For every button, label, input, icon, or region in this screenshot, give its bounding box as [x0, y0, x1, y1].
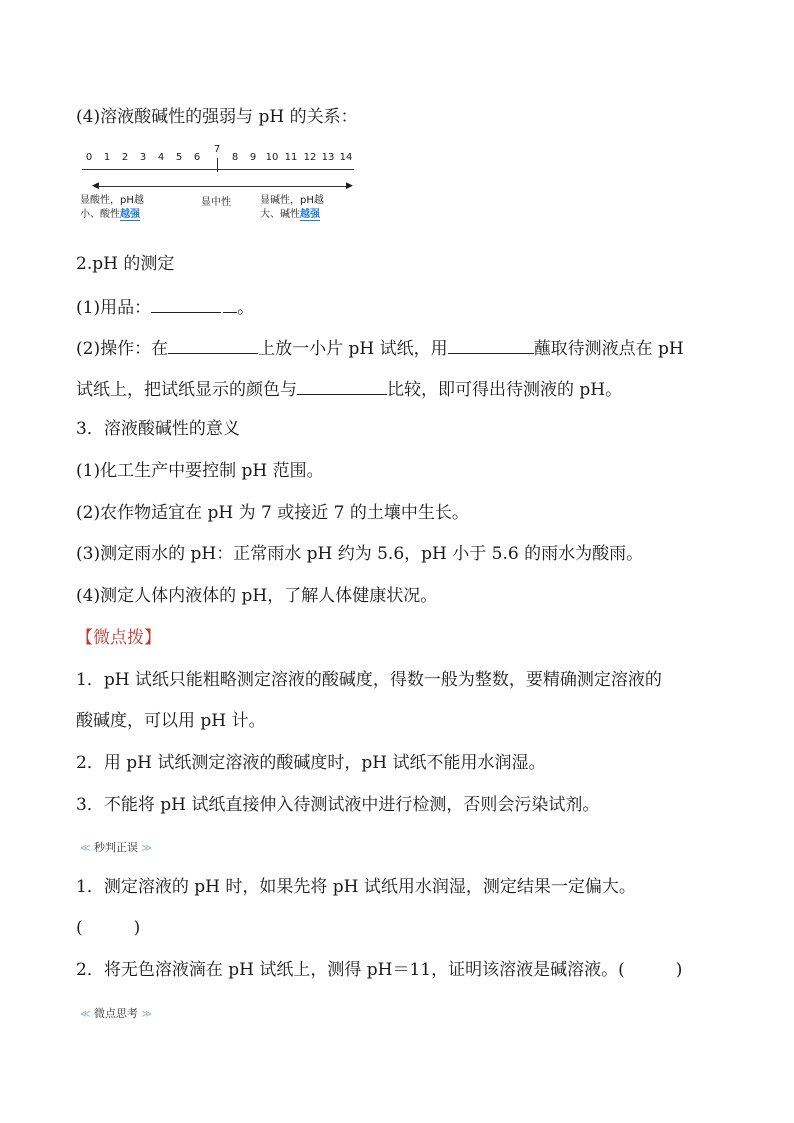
judge-q2[interactable]: 2．将无色溶液滴在 pH 试纸上，测得 pH＝11，证明该溶液是碱溶液。( ) — [76, 960, 683, 980]
tick-label: 11 — [284, 152, 298, 163]
tick-label: 1 — [103, 152, 111, 163]
double-arrow — [94, 186, 350, 187]
op-blank-1[interactable] — [168, 337, 258, 354]
acid-label: 显酸性，pH越 小、酸性越强 — [80, 195, 144, 220]
judge-q1-answer[interactable]: ( ) — [76, 918, 141, 938]
neutral-tick — [217, 158, 218, 172]
op-blank-3[interactable] — [297, 378, 387, 395]
tick-label: 14 — [339, 152, 353, 163]
chevron-left-icon: ≪ — [80, 843, 91, 854]
meaning-item: (2)农作物适宜在 pH 为 7 或接近 7 的土壤中生长。 — [76, 503, 469, 523]
tick-label: 13 — [321, 152, 335, 163]
meaning-item: (3)测定雨水的 pH：正常雨水 pH 约为 5.6，pH 小于 5.6 的雨水为酸雨。 — [76, 544, 644, 564]
tick-label-7: 7 — [213, 144, 221, 155]
judge-q1: 1．测定溶液的 pH 时，如果先将 pH 试纸用水润湿，测定结果一定偏大。 — [76, 877, 636, 897]
tick-label: 12 — [303, 152, 317, 163]
arrow-left-icon: ◀ — [92, 181, 99, 191]
heading-ph-measure: 2.pH 的测定 — [76, 254, 175, 274]
tick-label: 0 — [85, 152, 93, 163]
chevron-right-icon: ≫ — [141, 1009, 152, 1020]
tip-2: 2．用 pH 试纸测定溶液的酸碱度时，pH 试纸不能用水润湿。 — [76, 753, 546, 773]
tip-3: 3．不能将 pH 试纸直接伸入待测试液中进行检测，否则会污染试剂。 — [76, 795, 600, 815]
heading-meaning: 3．溶液酸碱性的意义 — [76, 419, 240, 439]
tick-label: 10 — [265, 152, 279, 163]
tick-label: 8 — [231, 152, 239, 163]
tools-line: (1)用品： 。 — [76, 298, 255, 318]
tip-title: 【微点拨】 — [76, 628, 161, 648]
ph-scale-diagram — [80, 144, 360, 230]
section4-title: (4)溶液酸碱性的强弱与 pH 的关系： — [76, 107, 358, 127]
meaning-item: (1)化工生产中要控制 pH 范围。 — [76, 461, 324, 481]
think-tag: ≪ 微点思考 ≫ — [80, 1007, 152, 1020]
scale-line — [82, 169, 354, 170]
chevron-right-icon: ≫ — [141, 843, 152, 854]
judge-tag: ≪ 秒判正误 ≫ — [80, 841, 152, 854]
tick-label: 6 — [193, 152, 201, 163]
neutral-label: 显中性 — [201, 197, 231, 208]
tick-label: 2 — [121, 152, 129, 163]
chevron-left-icon: ≪ — [80, 1009, 91, 1020]
operation-line2: 试纸上，把试纸显示的颜色与 比较，即可得出待测液的 pH。 — [76, 380, 623, 400]
tick-label: 3 — [139, 152, 147, 163]
base-label: 显碱性，pH越 大、碱性越强 — [260, 195, 324, 220]
meaning-item: (4)测定人体内液体的 pH，了解人体健康状况。 — [76, 586, 438, 606]
tools-blank-tail — [223, 296, 237, 313]
tick-label: 9 — [249, 152, 257, 163]
arrow-right-icon: ▶ — [346, 181, 353, 191]
tick-label: 5 — [175, 152, 183, 163]
tools-blank[interactable] — [151, 296, 221, 313]
operation-line1: (2)操作：在 上放一小片 pH 试纸，用 蘸取待测液点在 pH — [76, 339, 684, 359]
tip-1-line2: 酸碱度，可以用 pH 计。 — [76, 711, 266, 731]
tick-label: 4 — [157, 152, 165, 163]
tip-1-line1: 1．pH 试纸只能粗略测定溶液的酸碱度，得数一般为整数，要精确测定溶液的 — [76, 670, 662, 690]
op-blank-2[interactable] — [448, 337, 534, 354]
